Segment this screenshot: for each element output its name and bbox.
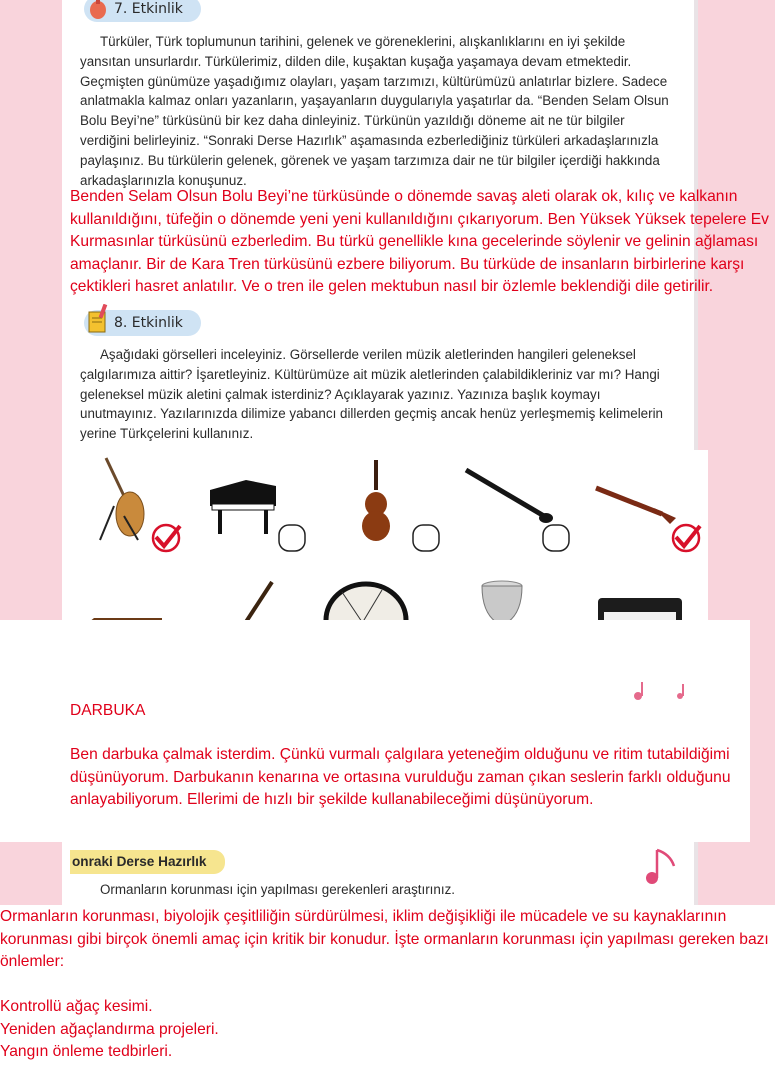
activity-8-text: Aşağıdaki görselleri inceleyiniz. Görsellerde verilen müzik aletlerinden hangileri geleneksel çalgılarımıza aittir? İşaretleyiniz. Kültürümüze ait müzik aletlerinden çalabildikleriniz var mı? Hangi geleneksel müzik aletini çalmak isterdiniz? Açıklayarak yazınız. Yazınıza başlık koymayı unutmayınız. Yazılarınızda dilimize yabancı dillerden geçmiş ancak henüz yerleşmemiş kelimelerin yerine Türkçelerini kullanınız. [80, 347, 664, 442]
check-violin-empty[interactable] [410, 522, 442, 554]
activity-7-badge [84, 0, 201, 22]
activity-8-badge [84, 310, 201, 336]
activity-8-label: 8. Etkinlik [114, 315, 183, 331]
activity-7-text: Türküler, Türk toplumunun tarihini, gelenek ve göreneklerini, alışkanlıklarını en iyi şekilde yansıtan unsurlardır. Türkülerimiz, dilden dile, kuşaktan kuşağa yaşamaya devam etmektedir. Geçmişten günümüze yaşadığımız olayları, yaşam tarzımızı, kültürümüzü anlatırlar bizlere. Sadece anlatmakla kalmaz onları yazanların, yaşayanların duygularıyla yaşatırlar da. “Benden Selam Olsun Bolu Beyi’ne” türküsünü bir kez daha dinleyiniz. Türkünün yazıldığı döneme ait ne tür bilgiler verdiğini belirleyiniz. “Sonraki Derse Hazırlık” aşamasında ezberlediğiniz türküleri arkadaşlarınızla paylaşınız. Bu türkülerin gelenek, görenek ve yaşam tarzımıza dair ne tür bilgiler içerdiği hakkında arkadaşlarınızla konuşunuz. [80, 34, 669, 188]
piano-image [206, 476, 280, 536]
baglama-image [94, 456, 146, 542]
next-lesson-task: Ormanların korunması için yapılması gerekenleri araştırınız. [100, 882, 455, 897]
check-baglama[interactable] [150, 522, 182, 554]
next-lesson-answer: Ormanların korunması, biyolojik çeşitliliğin sürdürülmesi, iklim değişikliği ile mücadele ve su kaynaklarının korunması gibi birçok önemli amaç için kritik bir konudur. İşte ormanların korunması için yapılması gereken bazı önlemler: [0, 908, 769, 971]
activity-8-answer: Ben darbuka çalmak isterdim. Çünkü vurmalı çalgılara yeteneğim olduğunu ve ritim tutabildiğimi düşünüyorum. Darbukanın kenarına ve ortasına vurulduğu zaman çıkan seslerin farklı olduğunu anlayabiliyorum. Ellerimi de hızlı bir şekilde kullanabileceğimi düşünüyorum. [70, 746, 731, 809]
activity-7-answer: Benden Selam Olsun Bolu Beyi’ne türküsünde o dönemde savaş aleti olarak ok, kılıç ve kalkanın kullanıldığını, tüfeğin o dönemde yeni yeni kullanıldığını çıkarıyorum. Ben Yüksek Yüksek tepelere Ev Kurmasınlar türküsünü ezberledim. Bu türkü genellikle kına gecelerinde söylenir ve gelinin ağlaması amaçlanır. Bir de Kara Tren türküsünü ezbere biliyorum. Bu türküde de insanların birbirlerine karşı çektikleri hasret anlatılır. Ve o tren ile gelen mektubun nasıl bir özlemle beklendiği dile getirilir. [70, 188, 769, 296]
zurna-image [592, 478, 678, 524]
check-clarinet-empty[interactable] [540, 522, 572, 554]
guitar-figure-icon [86, 0, 110, 20]
music-note-icon [630, 678, 700, 702]
check-zurna[interactable] [670, 522, 702, 554]
measures-list [0, 996, 770, 1064]
list-item: Kontrollü ağaç kesimi. [0, 998, 153, 1015]
list-item: Yeniden ağaçlandırma projeleri. [0, 1020, 219, 1038]
notepad-pencil-icon [86, 304, 110, 334]
check-piano-empty[interactable] [276, 522, 308, 554]
clarinet-image [462, 466, 554, 526]
list-item: Yangın önleme tedbirleri. [0, 1043, 173, 1061]
next-lesson-heading: onraki Derse Hazırlık [70, 850, 225, 874]
answer-title: DARBUKA [70, 702, 146, 719]
violin-image [358, 458, 394, 544]
activity-7-label: 7. Etkinlik [114, 1, 183, 17]
